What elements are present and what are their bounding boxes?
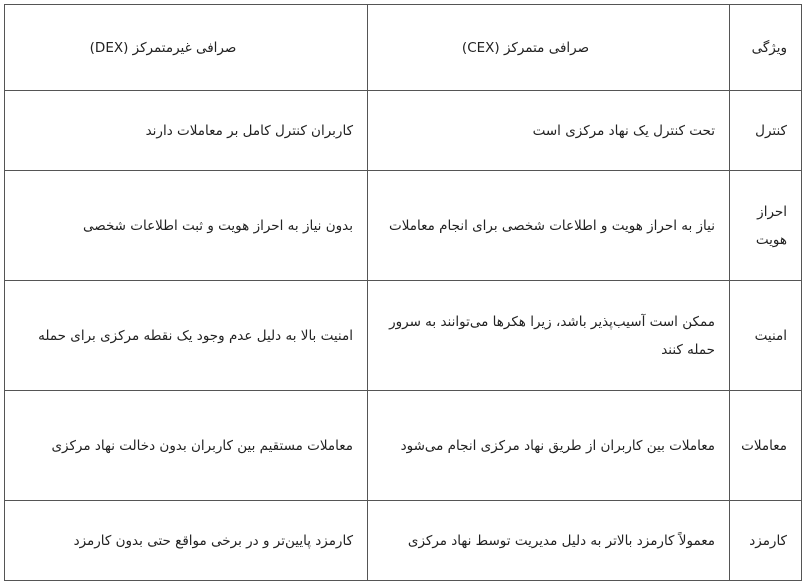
table-row	[5, 391, 802, 501]
row-feature-cell: احراز هویت	[730, 171, 802, 281]
row-cex-cell: ممکن است آسیب‌پذیر باشد، زیرا هکرها می‌توانند به سرور حمله کنند	[368, 281, 730, 391]
table-row	[5, 171, 802, 281]
row-feature-cell: کنترل	[730, 91, 802, 171]
row-feature-cell: معاملات	[730, 391, 802, 501]
table-row	[5, 281, 802, 391]
row-feature-cell: امنیت	[730, 281, 802, 391]
header-cex: صرافی متمرکز (CEX)	[368, 5, 730, 91]
table-header-row	[5, 5, 802, 91]
row-cex-cell: نیاز به احراز هویت و اطلاعات شخصی برای انجام معاملات	[368, 171, 730, 281]
row-dex-cell: کاربران کنترل کامل بر معاملات دارند	[5, 91, 368, 171]
comparison-table	[4, 4, 802, 581]
row-dex-cell: معاملات مستقیم بین کاربران بدون دخالت نهاد مرکزی	[5, 391, 368, 501]
table-row	[5, 91, 802, 171]
row-cex-cell: معاملات بین کاربران از طریق نهاد مرکزی انجام می‌شود	[368, 391, 730, 501]
row-cex-cell: تحت کنترل یک نهاد مرکزی است	[368, 91, 730, 171]
row-dex-cell: امنیت بالا به دلیل عدم وجود یک نقطه مرکزی برای حمله	[5, 281, 368, 391]
header-feature: ویژگی	[730, 5, 802, 91]
row-dex-cell: کارمزد پایین‌تر و در برخی مواقع حتی بدون کارمزد	[5, 501, 368, 581]
row-feature-cell: کارمزد	[730, 501, 802, 581]
header-dex: صرافی غیرمتمرکز (DEX)	[5, 5, 368, 91]
table-row	[5, 501, 802, 581]
row-dex-cell: بدون نیاز به احراز هویت و ثبت اطلاعات شخصی	[5, 171, 368, 281]
row-cex-cell: معمولاً کارمزد بالاتر به دلیل مدیریت توسط نهاد مرکزی	[368, 501, 730, 581]
